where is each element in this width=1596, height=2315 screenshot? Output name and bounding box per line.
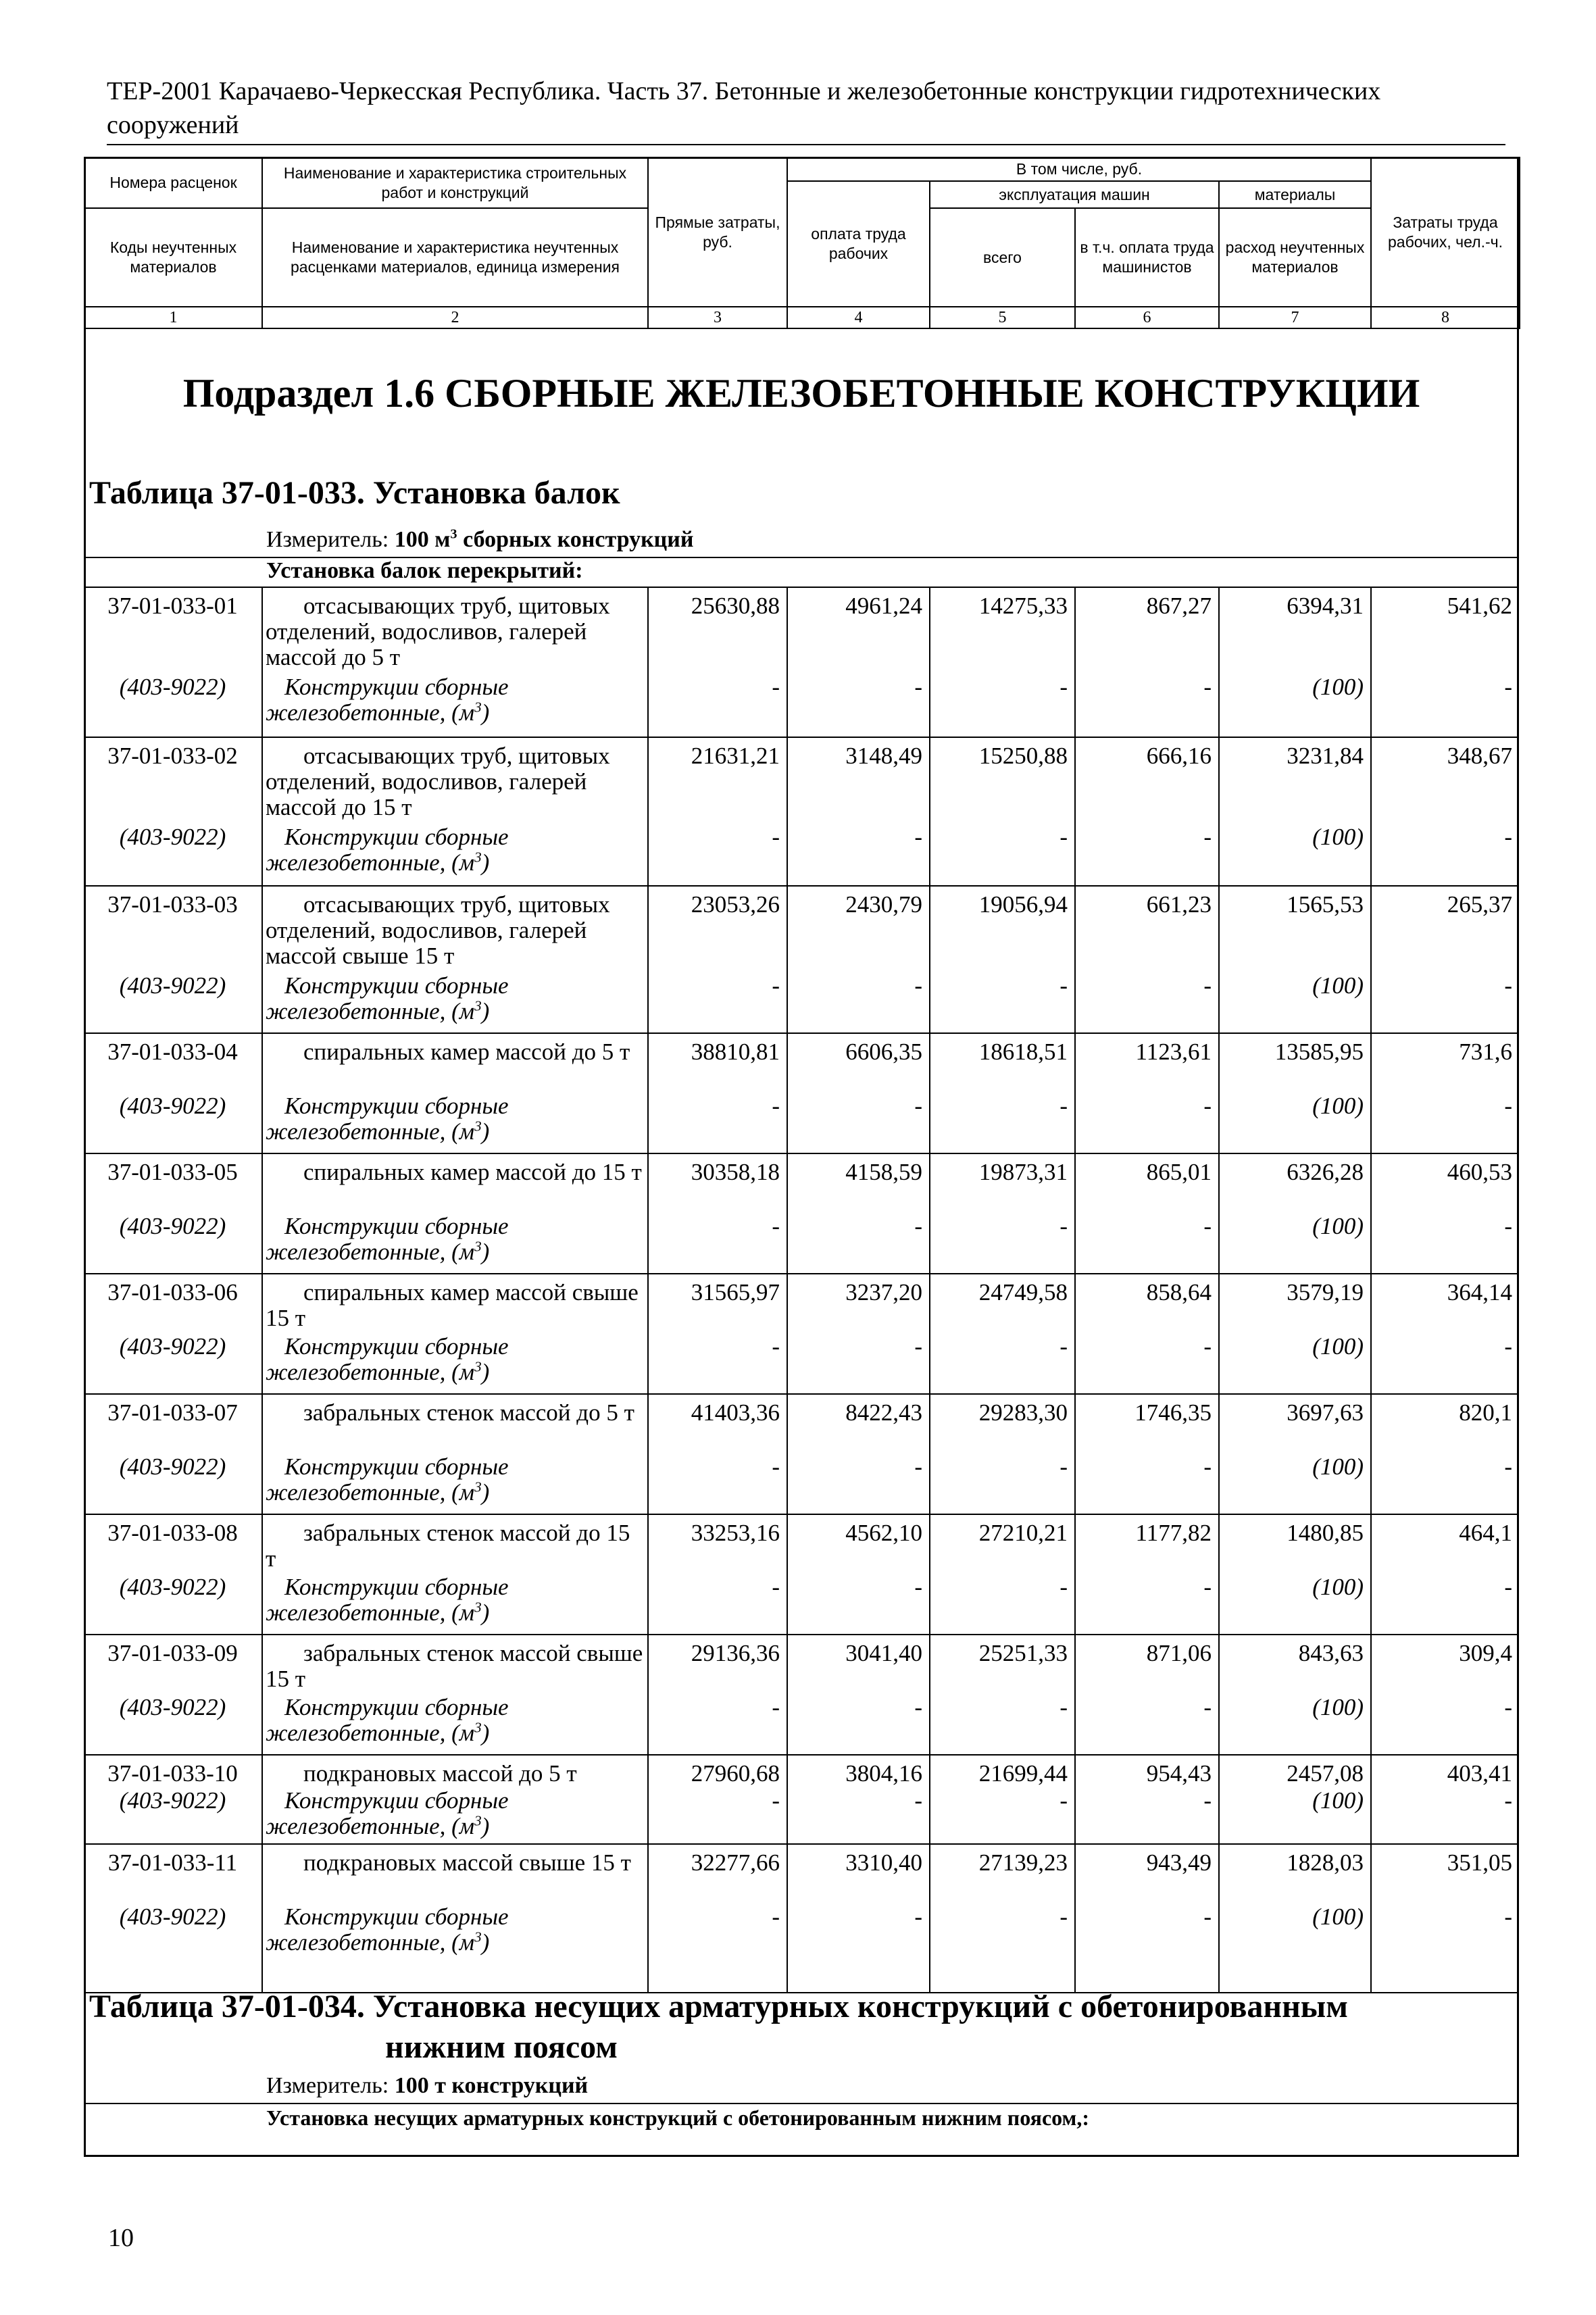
row-separator — [84, 885, 1519, 887]
material-name-close: ) — [481, 1720, 490, 1746]
material-code: (403-9022) — [119, 1333, 226, 1360]
material-name-text: Конструкции сборные железобетонные, (м — [266, 1333, 509, 1385]
material-dash: - — [772, 1213, 780, 1239]
rate-description: подкрановых массой до 5 т — [303, 1760, 577, 1787]
header-rule — [107, 144, 1505, 145]
header-col6: в т.ч. оплата труда машинистов — [1075, 208, 1219, 307]
column-separator — [1218, 587, 1220, 1992]
header-col8: Затраты труда рабочих, чел.-ч. — [1371, 157, 1520, 307]
measure-value: 100 м — [394, 527, 451, 552]
material-dash: - — [1203, 1213, 1212, 1239]
value-c8: 731,6 — [1459, 1039, 1512, 1065]
header-group-machines: эксплуатация машин — [930, 181, 1219, 208]
value-c7: 13585,95 — [1274, 1039, 1364, 1065]
material-dash: - — [914, 1787, 922, 1814]
table-33-title: Таблица 37-01-033. Установка балок — [89, 475, 620, 511]
rate-description: спиральных камер массой до 15 т — [303, 1159, 642, 1185]
material-unit-sup: 3 — [474, 1719, 482, 1736]
value-c4: 3148,49 — [845, 743, 922, 769]
rate-description: спиральных камер массой до 5 т — [303, 1039, 630, 1065]
material-name — [266, 824, 643, 876]
value-c4: 4961,24 — [845, 593, 922, 619]
material-dash: - — [1504, 824, 1512, 850]
material-code: (403-9022) — [119, 1787, 226, 1814]
column-separator — [929, 587, 930, 1992]
material-dash: - — [1504, 1694, 1512, 1720]
material-code: (403-9022) — [119, 1093, 226, 1119]
value-c6: 1177,82 — [1135, 1520, 1212, 1546]
rule — [84, 587, 1519, 588]
material-name — [266, 973, 643, 1024]
material-name — [266, 1093, 643, 1145]
value-c5: 14275,33 — [978, 593, 1068, 619]
material-name-text: Конструкции сборные железобетонные, (м — [266, 1903, 509, 1956]
header-col2-bottom: Наименование и характеристика неучтенных расценками материалов, единица измерения — [262, 208, 648, 307]
table-34-title — [89, 1987, 1348, 2068]
material-dash: - — [1203, 674, 1212, 700]
value-c5: 21699,44 — [978, 1760, 1068, 1787]
material-dash: - — [772, 1787, 780, 1814]
row-separator — [84, 1032, 1519, 1034]
material-dash: - — [772, 1333, 780, 1360]
material-name-text: Конструкции сборные железобетонные, (м — [266, 1213, 509, 1265]
value-c5: 24749,58 — [978, 1279, 1068, 1305]
column-separator — [1074, 587, 1076, 1992]
value-c3: 38810,81 — [691, 1039, 780, 1065]
material-amount: (100) — [1312, 1903, 1364, 1930]
value-c8: 460,53 — [1447, 1159, 1512, 1185]
row-separator — [84, 1843, 1519, 1845]
material-unit-sup: 3 — [474, 997, 482, 1014]
value-c6: 871,06 — [1146, 1640, 1212, 1666]
header-col1-top: Номера расценок — [84, 157, 262, 208]
material-dash: - — [772, 1694, 780, 1720]
header-number: 7 — [1219, 307, 1371, 328]
material-dash: - — [1059, 824, 1068, 850]
material-name — [266, 1334, 643, 1385]
rate-code: 37-01-033-09 — [107, 1640, 238, 1666]
measure-label: Измеритель: — [266, 527, 389, 552]
header-number: 2 — [262, 307, 648, 328]
value-c6: 954,43 — [1146, 1760, 1212, 1787]
material-dash: - — [1059, 972, 1068, 999]
value-c7: 3579,19 — [1287, 1279, 1364, 1305]
value-c7: 1565,53 — [1287, 891, 1364, 918]
value-c3: 41403,36 — [691, 1399, 780, 1426]
material-name-close: ) — [481, 1359, 490, 1385]
value-c5: 15250,88 — [978, 743, 1068, 769]
header-number: 1 — [84, 307, 262, 328]
row-separator — [84, 1754, 1519, 1756]
material-name-text: Конструкции сборные железобетонные, (м — [266, 972, 509, 1024]
material-unit-sup: 3 — [474, 699, 482, 716]
row-separator — [84, 1153, 1519, 1154]
value-c5: 19873,31 — [978, 1159, 1068, 1185]
measure-tail: сборных конструкций — [463, 527, 694, 552]
material-name-close: ) — [481, 849, 490, 876]
value-c7: 1480,85 — [1287, 1520, 1364, 1546]
value-c4: 2430,79 — [845, 891, 922, 918]
value-c8: 403,41 — [1447, 1760, 1512, 1787]
value-c8: 541,62 — [1447, 593, 1512, 619]
measure-label: Измеритель: — [266, 2073, 389, 2098]
rate-description: забральных стенок массой свыше 15 т — [266, 1640, 643, 1692]
material-dash: - — [1203, 972, 1212, 999]
value-c3: 29136,36 — [691, 1640, 780, 1666]
material-dash: - — [1504, 1787, 1512, 1814]
material-code: (403-9022) — [119, 674, 226, 700]
material-unit-sup: 3 — [474, 1238, 482, 1255]
rate-code: 37-01-033-06 — [107, 1279, 238, 1305]
material-dash: - — [772, 1453, 780, 1480]
row-separator — [84, 1393, 1519, 1395]
material-dash: - — [914, 1903, 922, 1930]
value-c5: 18618,51 — [978, 1039, 1068, 1065]
material-name — [266, 1214, 643, 1265]
material-dash: - — [1504, 1093, 1512, 1119]
page-number: 10 — [108, 2224, 134, 2252]
material-dash: - — [772, 1574, 780, 1600]
material-dash: - — [1504, 1213, 1512, 1239]
rule — [84, 2103, 1519, 2104]
material-name-close: ) — [481, 1479, 490, 1505]
material-dash: - — [914, 1453, 922, 1480]
row-separator — [84, 1273, 1519, 1274]
value-c3: 23053,26 — [691, 891, 780, 918]
value-c3: 31565,97 — [691, 1279, 780, 1305]
rate-code: 37-01-033-04 — [107, 1039, 238, 1065]
header-number: 3 — [648, 307, 787, 328]
material-amount: (100) — [1312, 1787, 1364, 1814]
material-code: (403-9022) — [119, 1903, 226, 1930]
material-name — [266, 1454, 643, 1505]
material-dash: - — [914, 1694, 922, 1720]
material-name-text: Конструкции сборные железобетонные, (м — [266, 824, 509, 876]
material-dash: - — [1059, 1093, 1068, 1119]
value-c6: 943,49 — [1146, 1849, 1212, 1876]
table-34-measure — [266, 2073, 588, 2099]
material-dash: - — [1059, 1574, 1068, 1600]
material-dash: - — [1203, 1093, 1212, 1119]
header-col4: оплата труда рабочих — [787, 181, 930, 307]
value-c6: 666,16 — [1146, 743, 1212, 769]
material-unit-sup: 3 — [474, 1358, 482, 1375]
value-c4: 8422,43 — [845, 1399, 922, 1426]
value-c5: 27210,21 — [978, 1520, 1068, 1546]
value-c7: 6394,31 — [1287, 593, 1364, 619]
header-number: 5 — [930, 307, 1075, 328]
material-name-close: ) — [481, 699, 490, 726]
value-c8: 364,14 — [1447, 1279, 1512, 1305]
header-group-materials: материалы — [1219, 181, 1371, 208]
material-dash: - — [1504, 1333, 1512, 1360]
rate-description: забральных стенок массой до 5 т — [303, 1399, 634, 1426]
material-name — [266, 1695, 643, 1746]
material-dash: - — [772, 1903, 780, 1930]
table-33-group-title: Установка балок перекрытий: — [266, 558, 583, 583]
material-dash: - — [1504, 972, 1512, 999]
material-code: (403-9022) — [119, 1694, 226, 1720]
header-number: 8 — [1371, 307, 1520, 328]
material-unit-sup: 3 — [474, 1118, 482, 1135]
rate-code: 37-01-033-01 — [107, 593, 238, 619]
value-c4: 4562,10 — [845, 1520, 922, 1546]
rate-code: 37-01-033-02 — [107, 743, 238, 769]
material-dash: - — [914, 1574, 922, 1600]
value-c6: 867,27 — [1146, 593, 1212, 619]
subsection-title: Подраздел 1.6 СБОРНЫЕ ЖЕЛЕЗОБЕТОННЫЕ КОНСТРУКЦИИ — [182, 371, 1420, 416]
material-dash: - — [1203, 824, 1212, 850]
table-34-group-title: Установка несущих арматурных конструкций с обетонированным нижним поясом,: — [266, 2106, 1089, 2130]
material-name — [266, 1904, 643, 1956]
column-separator — [647, 587, 649, 1992]
value-c7: 1828,03 — [1287, 1849, 1364, 1876]
rate-code: 37-01-033-07 — [107, 1399, 238, 1426]
value-c3: 25630,88 — [691, 593, 780, 619]
value-c3: 32277,66 — [691, 1849, 780, 1876]
material-amount: (100) — [1312, 1333, 1364, 1360]
material-dash: - — [1504, 1903, 1512, 1930]
material-name — [266, 1574, 643, 1626]
value-c4: 6606,35 — [845, 1039, 922, 1065]
material-dash: - — [914, 1333, 922, 1360]
value-c6: 1746,35 — [1134, 1399, 1212, 1426]
material-dash: - — [772, 1093, 780, 1119]
material-name-close: ) — [481, 1599, 490, 1626]
material-dash: - — [914, 1093, 922, 1119]
rate-description: спиральных камер массой свыше 15 т — [266, 1279, 639, 1331]
row-separator — [84, 737, 1519, 738]
material-dash: - — [1059, 1213, 1068, 1239]
value-c3: 21631,21 — [691, 743, 780, 769]
material-unit-sup: 3 — [474, 1812, 482, 1829]
material-name — [266, 674, 643, 726]
measure-value: 100 т конструкций — [394, 2073, 589, 2098]
material-dash: - — [1203, 1787, 1212, 1814]
material-name-text: Конструкции сборные железобетонные, (м — [266, 1787, 509, 1839]
header-col2-top: Наименование и характеристика строительных работ и конструкций — [262, 157, 648, 208]
material-dash: - — [1504, 674, 1512, 700]
material-amount: (100) — [1312, 1574, 1364, 1600]
material-name-text: Конструкции сборные железобетонные, (м — [266, 1574, 509, 1626]
column-separator — [261, 587, 263, 1992]
value-c5: 25251,33 — [978, 1640, 1068, 1666]
material-name-close: ) — [481, 1118, 490, 1145]
material-amount: (100) — [1312, 1213, 1364, 1239]
material-name-text: Конструкции сборные железобетонные, (м — [266, 1093, 509, 1145]
value-c7: 3231,84 — [1287, 743, 1364, 769]
rate-description: отсасывающих труб, щитовых отделений, водосливов, галерей массой до 15 т — [266, 743, 610, 820]
material-unit-sup: 3 — [474, 1599, 482, 1616]
material-code: (403-9022) — [119, 1574, 226, 1600]
row-separator — [84, 1514, 1519, 1515]
material-dash: - — [772, 824, 780, 850]
material-amount: (100) — [1312, 824, 1364, 850]
material-amount: (100) — [1312, 1694, 1364, 1720]
value-c6: 858,64 — [1146, 1279, 1212, 1305]
value-c4: 3310,40 — [845, 1849, 922, 1876]
value-c3: 30358,18 — [691, 1159, 780, 1185]
value-c8: 820,1 — [1459, 1399, 1512, 1426]
value-c8: 309,4 — [1459, 1640, 1512, 1666]
rate-code: 37-01-033-10 — [107, 1760, 238, 1787]
value-c8: 265,37 — [1447, 891, 1512, 918]
value-c7: 6326,28 — [1287, 1159, 1364, 1185]
material-unit-sup: 3 — [474, 849, 482, 866]
value-c5: 19056,94 — [978, 891, 1068, 918]
page-header: ТЕР-2001 Карачаево-Черкесская Республика. Часть 37. Бетонные и железобетонные конструкции гидротехнических сооружений — [107, 77, 1381, 139]
value-c6: 865,01 — [1146, 1159, 1212, 1185]
material-name-close: ) — [481, 1239, 490, 1265]
material-dash: - — [1203, 1574, 1212, 1600]
rate-code: 37-01-033-03 — [107, 891, 238, 918]
header-number: 4 — [787, 307, 930, 328]
material-code: (403-9022) — [119, 1453, 226, 1480]
row-separator — [84, 1634, 1519, 1635]
rate-description: отсасывающих труб, щитовых отделений, водосливов, галерей массой свыше 15 т — [266, 891, 610, 969]
material-dash: - — [1203, 1333, 1212, 1360]
header-col1-bottom: Коды неучтенных материалов — [84, 208, 262, 307]
value-c6: 661,23 — [1146, 891, 1212, 918]
rate-description: забральных стенок массой до 15 т — [266, 1520, 630, 1572]
value-c4: 3041,40 — [845, 1640, 922, 1666]
header-number: 6 — [1075, 307, 1219, 328]
material-dash: - — [1059, 1903, 1068, 1930]
rate-description: отсасывающих труб, щитовых отделений, водосливов, галерей массой до 5 т — [266, 593, 610, 670]
material-name-close: ) — [481, 1929, 490, 1956]
material-name — [266, 1788, 643, 1839]
material-name-close: ) — [481, 1813, 490, 1839]
material-name-text: Конструкции сборные железобетонные, (м — [266, 1453, 509, 1505]
table-34-title-line2: нижним поясом — [385, 2029, 618, 2065]
material-dash: - — [1504, 1453, 1512, 1480]
material-name-text: Конструкции сборные железобетонные, (м — [266, 1694, 509, 1746]
material-amount: (100) — [1312, 674, 1364, 700]
material-amount: (100) — [1312, 1453, 1364, 1480]
header-col3: Прямые затраты, руб. — [648, 157, 787, 307]
material-dash: - — [1059, 674, 1068, 700]
material-code: (403-9022) — [119, 1213, 226, 1239]
value-c3: 27960,68 — [691, 1760, 780, 1787]
column-separator — [787, 587, 788, 1992]
table-33-measure — [266, 527, 693, 553]
material-unit-sup: 3 — [474, 1478, 482, 1495]
material-dash: - — [1203, 1453, 1212, 1480]
material-amount: (100) — [1312, 1093, 1364, 1119]
material-dash: - — [1059, 1453, 1068, 1480]
material-dash: - — [1203, 1694, 1212, 1720]
material-code: (403-9022) — [119, 824, 226, 850]
header-col5: всего — [930, 208, 1075, 307]
material-dash: - — [1059, 1694, 1068, 1720]
table-34-title-line1: Таблица 37-01-034. Установка несущих арматурных конструкций с обетонированным — [89, 1989, 1348, 2024]
header-group-incl: В том числе, руб. — [787, 157, 1371, 181]
value-c3: 33253,16 — [691, 1520, 780, 1546]
value-c4: 4158,59 — [845, 1159, 922, 1185]
value-c4: 3237,20 — [845, 1279, 922, 1305]
material-dash: - — [1504, 1574, 1512, 1600]
table-header — [84, 157, 1520, 329]
value-c5: 29283,30 — [978, 1399, 1068, 1426]
material-dash: - — [914, 1213, 922, 1239]
rate-code: 37-01-033-11 — [107, 1849, 238, 1876]
value-c7: 2457,08 — [1287, 1760, 1364, 1787]
material-dash: - — [914, 674, 922, 700]
value-c6: 1123,61 — [1135, 1039, 1212, 1065]
material-amount: (100) — [1312, 972, 1364, 999]
material-unit-sup: 3 — [474, 1928, 482, 1945]
material-name-close: ) — [481, 998, 490, 1024]
material-dash: - — [914, 972, 922, 999]
column-separator — [1370, 587, 1372, 1992]
material-dash: - — [772, 972, 780, 999]
material-name-text: Конструкции сборные железобетонные, (м — [266, 674, 509, 726]
value-c8: 348,67 — [1447, 743, 1512, 769]
material-dash: - — [1059, 1333, 1068, 1360]
value-c7: 3697,63 — [1287, 1399, 1364, 1426]
material-code: (403-9022) — [119, 972, 226, 999]
rate-description: подкрановых массой свыше 15 т — [303, 1849, 631, 1876]
material-dash: - — [772, 674, 780, 700]
header-col7: расход неучтенных материалов — [1219, 208, 1371, 307]
value-c7: 843,63 — [1298, 1640, 1364, 1666]
value-c8: 464,1 — [1459, 1520, 1512, 1546]
rate-code: 37-01-033-05 — [107, 1159, 238, 1185]
measure-sup: 3 — [450, 526, 457, 542]
value-c8: 351,05 — [1447, 1849, 1512, 1876]
material-dash: - — [914, 824, 922, 850]
rate-code: 37-01-033-08 — [107, 1520, 238, 1546]
value-c4: 3804,16 — [845, 1760, 922, 1787]
value-c5: 27139,23 — [978, 1849, 1068, 1876]
material-dash: - — [1203, 1903, 1212, 1930]
material-dash: - — [1059, 1787, 1068, 1814]
